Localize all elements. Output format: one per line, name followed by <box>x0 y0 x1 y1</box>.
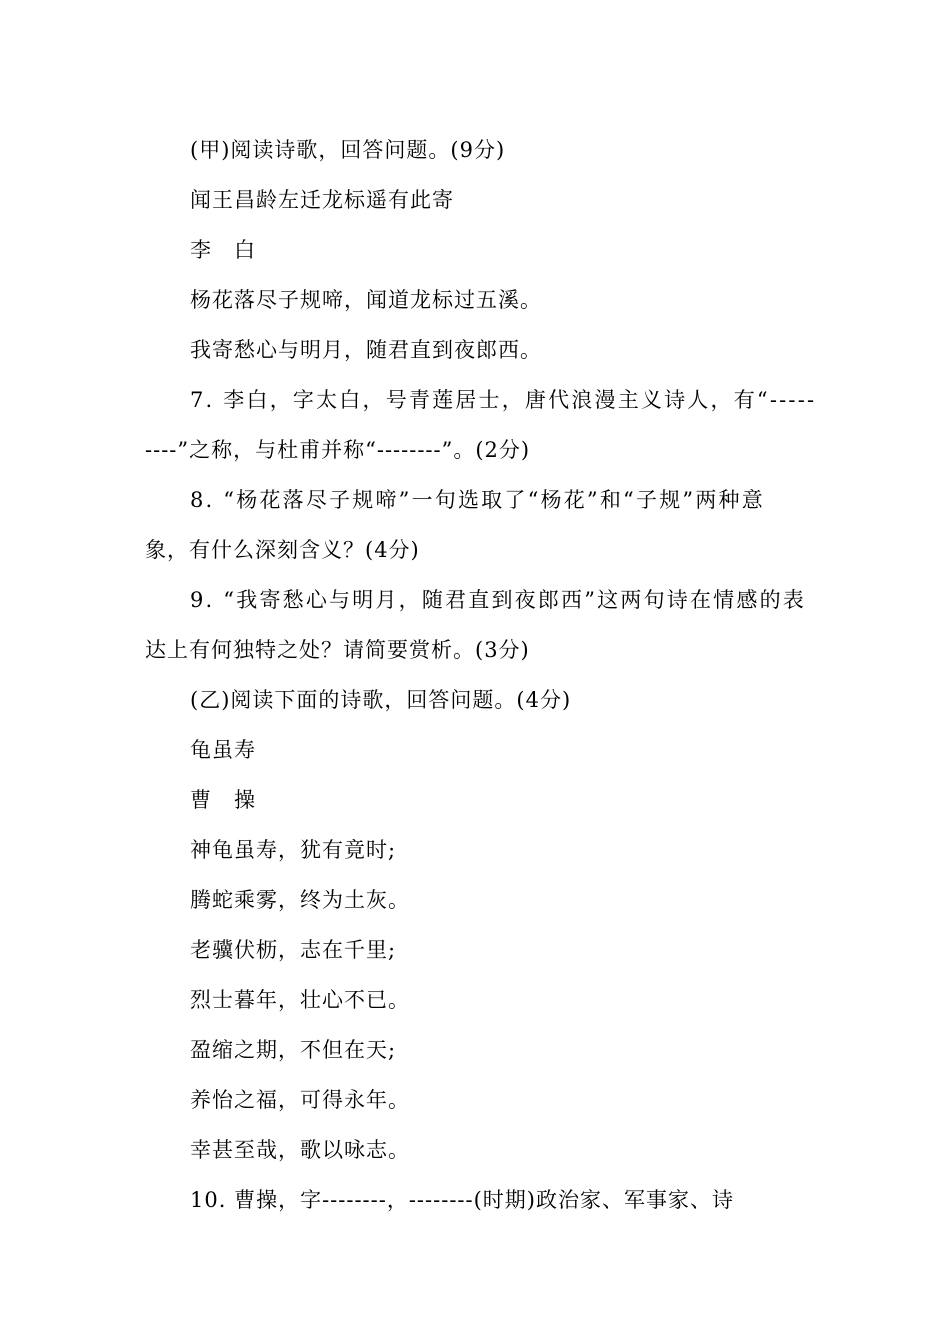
question-8-line-2: 象，有什么深刻含义？(4分) <box>145 538 420 562</box>
question-9-line-2: 达上有何独特之处？请简要赏析。(3分) <box>145 638 530 662</box>
poem-2-line-7: 幸甚至哉，歌以咏志。 <box>190 1138 410 1162</box>
question-7-line-1: 7. 李白，字太白，号青莲居士，唐代浪漫主义诗人，有“----- <box>190 388 817 412</box>
poem-2-line-4: 烈士暮年，壮心不已。 <box>190 988 410 1012</box>
poem-1-line-1: 杨花落尽子规啼，闻道龙标过五溪。 <box>190 288 542 312</box>
poem-title-1: 闻王昌龄左迁龙标遥有此寄 <box>190 188 454 212</box>
poem-1-line-2: 我寄愁心与明月，随君直到夜郎西。 <box>190 338 542 362</box>
question-9-line-1: 9. “我寄愁心与明月，随君直到夜郎西”这两句诗在情感的表 <box>190 588 806 612</box>
section-heading-yi: (乙)阅读下面的诗歌，回答问题。(4分) <box>190 688 572 712</box>
poem-2-line-1: 神龟虽寿，犹有竟时; <box>190 838 397 862</box>
question-10-line-1: 10. 曹操，字--------，--------(时期)政治家、军事家、诗 <box>190 1188 734 1212</box>
question-8-line-1: 8. “杨花落尽子规啼”一句选取了“杨花”和“子规”两种意 <box>190 488 765 512</box>
poem-2-line-5: 盈缩之期，不但在天; <box>190 1038 397 1062</box>
poem-title-2: 龟虽寿 <box>190 738 256 762</box>
section-heading-jia: (甲)阅读诗歌，回答问题。(9分) <box>190 138 506 162</box>
poem-author-1: 李 白 <box>190 238 256 262</box>
question-7-line-2: ----”之称，与杜甫并称“--------”。(2分) <box>145 438 531 462</box>
poem-2-line-2: 腾蛇乘雾，终为土灰。 <box>190 888 410 912</box>
poem-2-line-3: 老骥伏枥，志在千里; <box>190 938 397 962</box>
poem-author-2: 曹 操 <box>190 788 256 812</box>
poem-2-line-6: 养怡之福，可得永年。 <box>190 1088 410 1112</box>
